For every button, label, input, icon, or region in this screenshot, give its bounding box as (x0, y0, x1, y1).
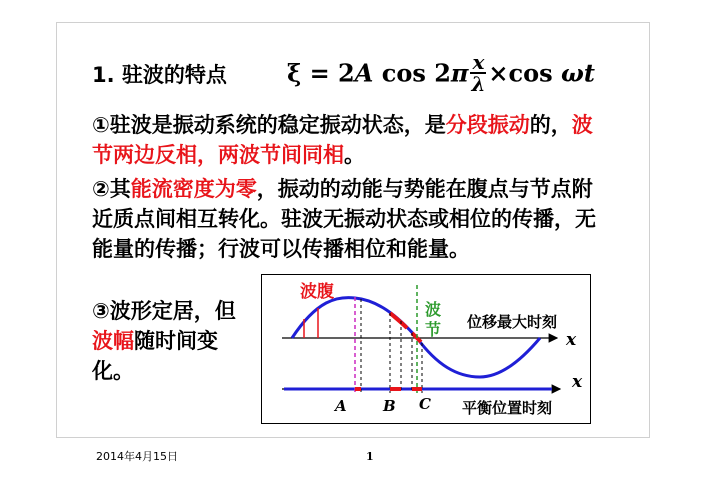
point-b-label: B (383, 397, 396, 415)
section-heading: 1. 驻波的特点 (92, 63, 227, 87)
page-number: 1 (366, 450, 374, 463)
formula-amplitude: A (354, 58, 374, 88)
formula-numerator: x (472, 50, 485, 74)
p2-text-a: ②其 (92, 177, 131, 201)
node-label-top: 波 (425, 300, 442, 319)
p1-highlight-b: 波节两边反相，两波节间同相 (92, 113, 593, 167)
p2-text-b: ，振动的动能与势能在腹点与节点附近质点间相互转化。驻波无振动状态或相位的传播，无能量的传播；行波可以传播相位和能量。 (92, 177, 596, 261)
wave-segment-b (390, 313, 407, 328)
paragraph-2 (92, 174, 602, 264)
p3-highlight: 波幅 (92, 329, 134, 353)
paragraph-1 (92, 110, 602, 170)
standing-wave-svg (262, 275, 590, 423)
top-caption: 位移最大时刻 (467, 313, 558, 331)
p2-highlight: 能流密度为零 (130, 177, 257, 201)
formula-fraction (470, 52, 486, 94)
p1-text-a: ①驻波是振动系统的稳定振动状态，是 (92, 113, 446, 137)
formula-lhs: ξ = 2 (287, 58, 355, 88)
formula-denominator: λ (471, 72, 486, 96)
standing-wave-formula (287, 50, 595, 96)
formula-times: × (488, 58, 509, 88)
footer-date: 2014年4月15日 (96, 450, 178, 463)
standing-wave-diagram (261, 274, 591, 424)
point-c-label: C (419, 395, 431, 413)
p3-text-b: 随时间变化。 (92, 329, 218, 383)
formula-omega-t: ωt (552, 58, 595, 88)
p3-text-a: ③波形定居，但 (92, 299, 236, 323)
node-label-bottom: 节 (425, 320, 442, 339)
formula-cos-2: cos (508, 58, 553, 88)
antinode-label: 波腹 (300, 282, 334, 302)
p1-text-b: 的， (529, 113, 572, 137)
formula-pi: π (450, 58, 469, 88)
paragraph-3 (92, 296, 252, 386)
p1-highlight-a: 分段振动 (445, 113, 530, 137)
point-a-label: A (335, 397, 347, 415)
bottom-axis-label: x (572, 372, 583, 392)
bottom-caption: 平衡位置时刻 (462, 399, 553, 417)
p1-text-c: 。 (344, 143, 365, 167)
top-axis-label: x (566, 330, 577, 350)
formula-cos: cos 2 (373, 58, 451, 88)
